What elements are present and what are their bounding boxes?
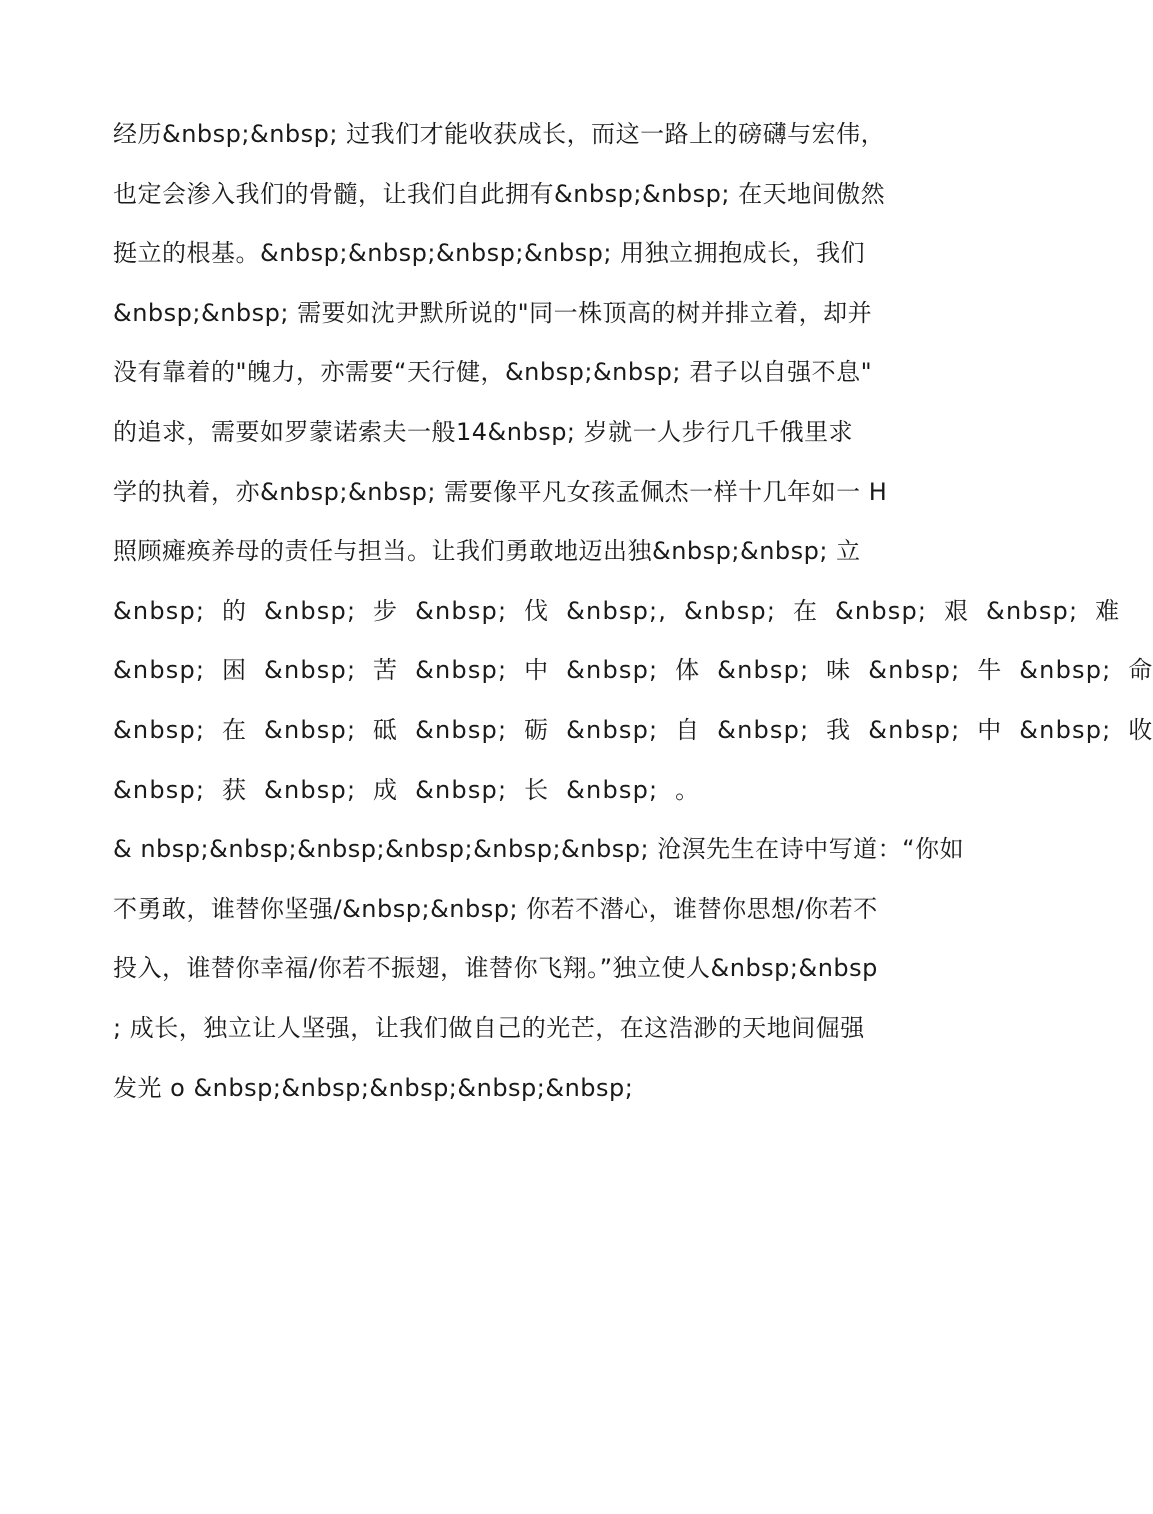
text-line: 学的执着，亦&nbsp;&nbsp; 需要像平凡女孩孟佩杰一样十几年如一 H <box>113 477 888 506</box>
text-line: 的追求，需要如罗蒙诺索夫一般14&nbsp; 岁就一人步行几千俄里求 <box>113 417 854 446</box>
text-line: 经历&nbsp;&nbsp; 过我们才能收获成长，而这一路上的磅礴与宏伟， <box>113 120 886 148</box>
text-line: & nbsp;&nbsp;&nbsp;&nbsp;&nbsp;&nbsp; 沧溟先生在诗中写道：“你如 <box>113 835 965 864</box>
text-line: &nbsp; 困 &nbsp; 苦 &nbsp; 中 &nbsp; 体 &nbsp; 味 &nbsp; 牛 &nbsp; 命 <box>113 656 1153 685</box>
text-line: 发光 o &nbsp;&nbsp;&nbsp;&nbsp;&nbsp; <box>113 1073 634 1102</box>
text-line: &nbsp; 的 &nbsp; 步 &nbsp; 伐 &nbsp;, &nbsp; 在 &nbsp; 艰 &nbsp; 难 <box>113 596 1121 625</box>
text-line: &nbsp; 获 &nbsp; 成 &nbsp; 长 &nbsp; 。 <box>113 775 701 804</box>
text-line: 投入，谁替你幸福/你若不振翅，谁替你飞翔。”独立使人&nbsp;&nbsp <box>113 954 878 983</box>
text-line: 不勇敢，谁替你坚强/&nbsp;&nbsp; 你若不潜心，谁替你思想/你若不 <box>113 894 878 923</box>
text-line: &nbsp; 在 &nbsp; 砥 &nbsp; 砺 &nbsp; 自 &nbsp; 我 &nbsp; 中 &nbsp; 收 <box>113 715 1153 744</box>
text-line: 照顾瘫痪养母的责任与担当。让我们勇敢地迈出独&nbsp;&nbsp; 立 <box>113 537 861 566</box>
text-line: 也定会渗入我们的骨髓，让我们自此拥有&nbsp;&nbsp; 在天地间傲然 <box>113 179 886 208</box>
essay-text <box>113 112 1153 1125</box>
text-line: &nbsp;&nbsp; 需要如沈尹默所说的"同一株顶高的树并排立着，却并 <box>113 298 873 327</box>
text-line: ; 成长，独立让人坚强，让我们做自己的光芒，在这浩渺的天地间倔强 <box>113 1013 865 1042</box>
text-line: 挺立的根基。&nbsp;&nbsp;&nbsp;&nbsp; 用独立拥抱成长，我们 <box>113 239 866 268</box>
text-line: 没有靠着的"魄力，亦需要“天行健，&nbsp;&nbsp; 君子以自强不息" <box>113 358 873 387</box>
